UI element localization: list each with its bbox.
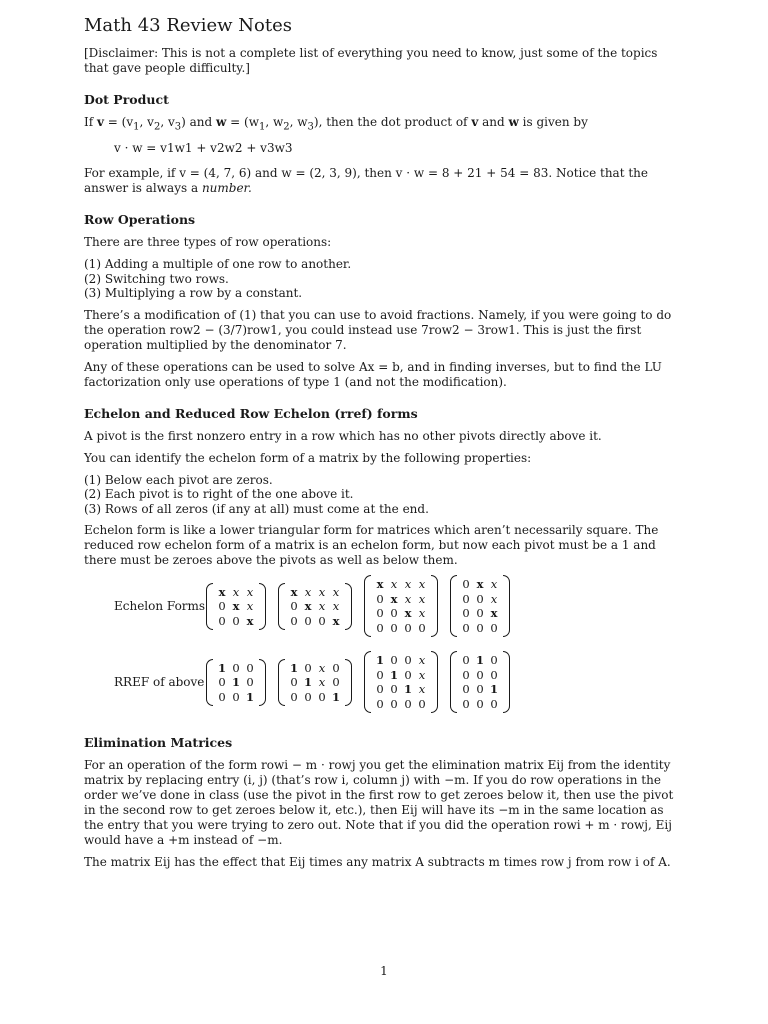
page-title: Math 43 Review Notes: [84, 15, 292, 36]
matrix-entry: 0: [490, 667, 498, 682]
matrix-entry: 0: [376, 696, 384, 711]
matrix-entry: x: [290, 584, 298, 599]
matrix-entry: x: [246, 613, 254, 628]
matrix-entry: 0: [476, 696, 484, 711]
matrix-entry: 0: [218, 689, 226, 704]
matrix-entry: 0: [304, 660, 312, 675]
matrix-entry: x: [246, 599, 254, 614]
echelon-forms-row: [114, 575, 680, 637]
matrix-entry: 0: [462, 591, 470, 606]
matrix-entry: 0: [390, 620, 398, 635]
matrix-entry: 0: [390, 682, 398, 697]
matrix-entry: x: [404, 577, 412, 592]
matrix-entry: 1: [475, 653, 484, 668]
elimination-heading: Elimination Matrices: [84, 735, 233, 751]
row-operations-modification: There’s a modification of (1) that you can use to avoid fractions. Namely, if you were going to do the operation row2 − (3/7)row1, you could instead use 7row2 − 3row1. This is just the first operation multiplied by the denominator 7.: [84, 307, 672, 352]
matrix-entry: 1: [489, 682, 498, 697]
matrix-entry: x: [418, 682, 426, 697]
matrix-entry: x: [418, 591, 426, 606]
matrix-entry: 0: [232, 689, 240, 704]
echelon-matrices: [206, 575, 522, 637]
matrix-entry: x: [404, 606, 412, 621]
matrix-entry: x: [476, 577, 484, 592]
echelon-matrix-2: [278, 583, 352, 631]
rref-row: [114, 651, 680, 713]
dot-product-heading: Dot Product: [84, 92, 169, 107]
matrix-entry: 0: [218, 675, 226, 690]
row-operations-intro: There are three types of row operations:: [84, 235, 332, 250]
row-operations-heading: Row Operations: [84, 212, 196, 228]
matrix-entry: 0: [490, 653, 498, 668]
matrix-entry: x: [304, 584, 312, 599]
list-item: (2) Each pivot is to right of the one above it.: [84, 487, 354, 502]
emphasis-number: number.: [201, 181, 252, 196]
matrix-entry: 1: [245, 689, 254, 704]
matrix-entry: x: [318, 675, 326, 690]
matrix-entry: 0: [332, 675, 340, 690]
echelon-heading: Echelon and Reduced Row Echelon (rref) forms: [84, 405, 418, 421]
matrix-entry: x: [332, 584, 340, 599]
matrix-entry: 0: [404, 653, 412, 668]
matrix-entry: 0: [318, 613, 326, 628]
matrix-entry: 0: [218, 613, 226, 628]
matrix-entry: 0: [390, 696, 398, 711]
list-item: (3) Multiplying a row by a constant.: [84, 286, 303, 301]
echelon-matrix-1: [206, 583, 266, 631]
matrix-entry: 0: [490, 696, 498, 711]
row-operations-list: [84, 257, 680, 301]
echelon-identify: You can identify the echelon form of a matrix by the following properties:: [84, 450, 532, 465]
matrix-entry: 0: [290, 613, 298, 628]
matrix-entry: x: [232, 584, 240, 599]
matrix-entry: 0: [376, 591, 384, 606]
matrix-entry: x: [376, 577, 384, 592]
matrix-entry: 0: [376, 620, 384, 635]
matrix-entry: 0: [476, 606, 484, 621]
matrix-entry: 0: [232, 613, 240, 628]
rref-matrix-4: [450, 651, 510, 713]
matrix-entry: 0: [290, 675, 298, 690]
echelon-matrix-3: [364, 575, 438, 637]
echelon-matrix-4: [450, 575, 510, 637]
matrix-entry: 0: [476, 667, 484, 682]
matrix-entry: 0: [418, 620, 426, 635]
matrix-entry: 0: [462, 577, 470, 592]
list-item: (1) Below each pivot are zeros.: [84, 472, 273, 487]
matrix-entry: 0: [462, 696, 470, 711]
echelon-forms-label: Echelon Forms: [114, 598, 206, 613]
matrix-entry: x: [246, 584, 254, 599]
dot-product-example: For example, if v = (4, 7, 6) and w = (2, 3, 9), then v · w = 8 + 21 + 54 = 83. Notice that the answer is always a number.: [84, 166, 648, 196]
list-item: (1) Adding a multiple of one row to another.: [84, 257, 352, 272]
disclaimer: [Disclaimer: This is not a complete list of everything you need to know, just some of the topics that gave people difficulty.]: [84, 46, 658, 75]
matrix-entry: 0: [246, 660, 254, 675]
matrix-entry: 0: [490, 620, 498, 635]
matrix-entry: 0: [390, 653, 398, 668]
matrix-entry: 0: [404, 620, 412, 635]
matrix-entry: 1: [331, 689, 340, 704]
rref-matrix-3: [364, 651, 438, 713]
matrix-entry: 0: [404, 696, 412, 711]
elimination-paragraph: For an operation of the form rowi − m · rowj you get the elimination matrix Eij from the identity matrix by replacing entry (i, j) (that’s row i, column j) with −m. If you do row operations in the order we’ve done in class (use the pivot in the first row to get zeroes below it, then use the pivot in the second row to get zeroes below it, etc.), then Eij will have its −m in the same location as the entry that you were trying to zero out. Note that if you did the operation rowi + m · rowj, Eij would have a +m instead of −m.: [84, 758, 674, 848]
matrix-entry: 0: [404, 667, 412, 682]
matrix-entry: 0: [332, 660, 340, 675]
matrix-entry: 0: [476, 591, 484, 606]
matrix-entry: x: [390, 577, 398, 592]
matrix-entry: x: [304, 599, 312, 614]
matrix-entry: 0: [462, 606, 470, 621]
matrix-entry: 1: [217, 660, 226, 675]
matrix-entry: 1: [389, 667, 398, 682]
matrix-entry: x: [318, 660, 326, 675]
dot-product-formula: v · w = v1w1 + v2w2 + v3w3: [114, 141, 293, 156]
matrix-entry: x: [390, 591, 398, 606]
matrix-entry: 0: [232, 660, 240, 675]
matrix-entry: 0: [376, 606, 384, 621]
matrix-entry: x: [490, 606, 498, 621]
echelon-description: Echelon form is like a lower triangular form for matrices which aren’t necessarily square. The reduced row echelon form of a matrix is an echelon form, but now each pivot must be a 1 and there must be zeroes above the pivots as well as below them.: [84, 523, 659, 568]
matrix-entry: x: [332, 599, 340, 614]
matrix-entry: 1: [231, 675, 240, 690]
matrix-entry: 1: [303, 675, 312, 690]
matrix-entry: 0: [462, 682, 470, 697]
matrix-entry: 0: [318, 689, 326, 704]
matrix-entry: x: [218, 584, 226, 599]
list-item: (3) Rows of all zeros (if any at all) must come at the end.: [84, 501, 429, 516]
matrix-entry: 1: [289, 660, 298, 675]
matrix-entry: x: [418, 653, 426, 668]
matrix-entry: x: [318, 584, 326, 599]
rref-matrices: [206, 651, 522, 713]
matrix-entry: x: [318, 599, 326, 614]
matrix-entry: 0: [476, 620, 484, 635]
matrix-entry: 0: [246, 675, 254, 690]
matrix-entry: 0: [462, 620, 470, 635]
matrix-entry: 0: [462, 653, 470, 668]
list-item: (2) Switching two rows.: [84, 271, 229, 286]
matrix-entry: 0: [304, 613, 312, 628]
matrix-entry: x: [418, 606, 426, 621]
matrix-entry: 0: [476, 682, 484, 697]
pivot-definition: A pivot is the first nonzero entry in a row which has no other pivots directly above it.: [84, 428, 602, 443]
matrix-entry: 0: [304, 689, 312, 704]
matrix-entry: 0: [376, 682, 384, 697]
matrix-entry: x: [418, 577, 426, 592]
matrix-entry: 0: [376, 667, 384, 682]
matrix-entry: 0: [290, 689, 298, 704]
rref-matrix-2: [278, 659, 352, 707]
matrix-entry: 0: [290, 599, 298, 614]
matrix-entry: x: [490, 591, 498, 606]
matrix-entry: x: [232, 599, 240, 614]
echelon-properties-list: [84, 473, 680, 517]
rref-matrix-1: [206, 659, 266, 707]
matrix-entry: 0: [418, 696, 426, 711]
document-page: [84, 14, 680, 877]
matrix-entry: 0: [462, 667, 470, 682]
matrix-entry: 0: [218, 599, 226, 614]
matrix-entry: x: [332, 613, 340, 628]
matrix-entry: x: [404, 591, 412, 606]
rref-label: RREF of above: [114, 674, 205, 689]
matrix-entry: 0: [390, 606, 398, 621]
matrix-entry: x: [490, 577, 498, 592]
row-operations-usage: Any of these operations can be used to solve Ax = b, and in finding inverses, but to find the LU factorization only use operations of type 1 (and not the modification).: [84, 359, 662, 389]
matrix-entry: 1: [375, 653, 384, 668]
matrix-entry: x: [418, 667, 426, 682]
matrix-entry: 1: [403, 682, 412, 697]
dot-product-intro: If $v = (v_1$, $v_2$, $v_3$) and $w = (w_1$, $w_2$, $w_3$), then the dot product of v and w is given by: [84, 115, 588, 133]
elimination-effect: The matrix Eij has the effect that Eij times any matrix A subtracts m times row j from row i of A.: [84, 855, 671, 870]
page-number: 1: [380, 964, 388, 978]
